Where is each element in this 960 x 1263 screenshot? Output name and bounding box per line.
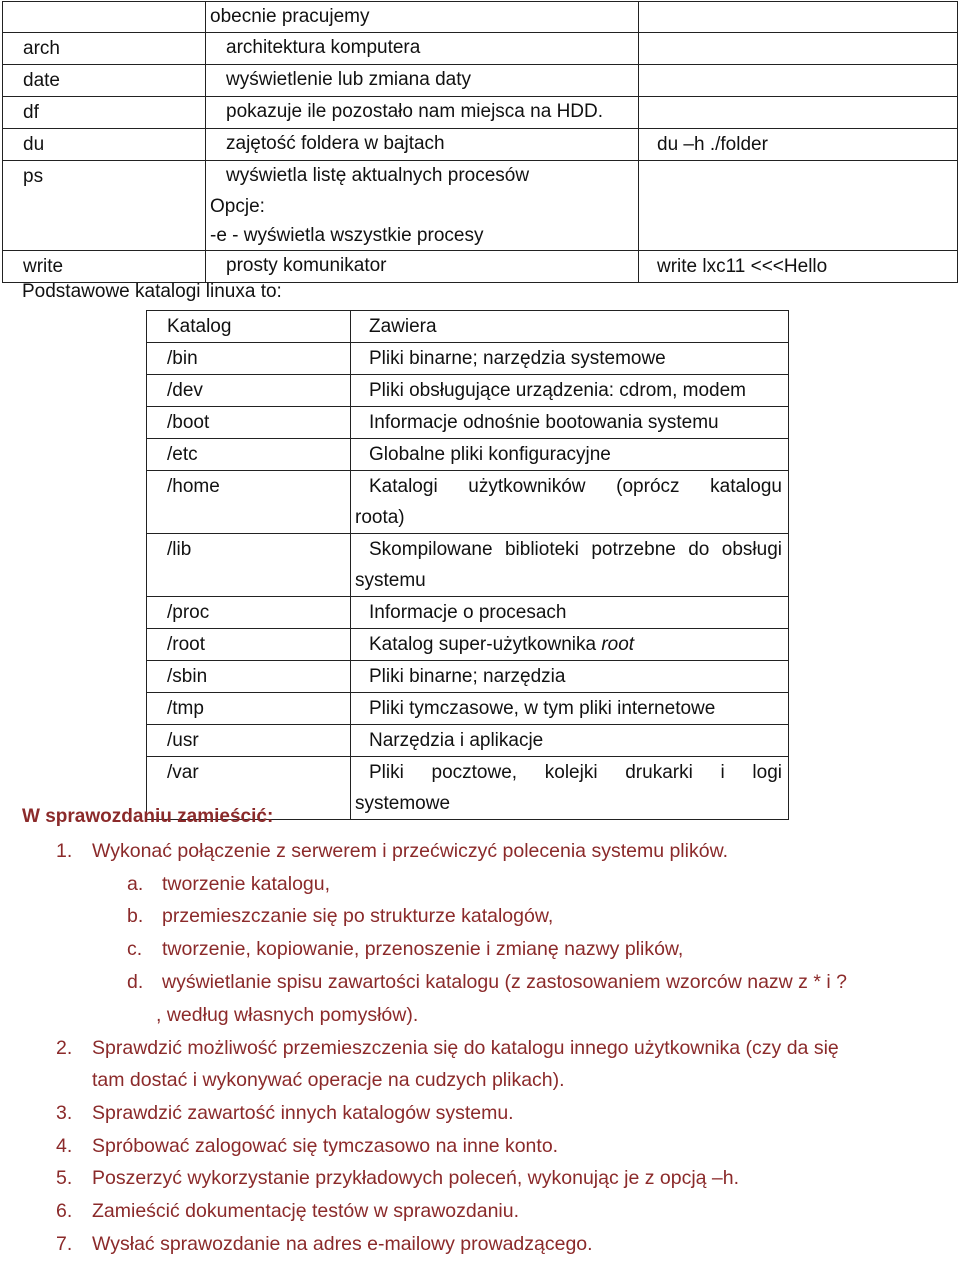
dir-desc: Pliki binarne; narzędzia systemowe: [351, 343, 789, 375]
table-row: [3, 129, 958, 161]
dir-name: /etc: [147, 439, 351, 471]
list-item: Poszerzyć wykorzystanie przykładowych poleceń, wykonując je z opcją –h.: [92, 1167, 740, 1189]
list-letter: c.: [127, 938, 143, 960]
dir-name: /root: [147, 629, 351, 661]
dir-name: /proc: [147, 597, 351, 629]
table-row: [3, 65, 958, 97]
table-row: [147, 534, 789, 597]
dirs-intro: Podstawowe katalogi linuxa to:: [22, 281, 282, 302]
dir-name: /bin: [147, 343, 351, 375]
cmd-cell: ps: [3, 161, 206, 193]
dir-name: /var: [147, 757, 351, 820]
dir-desc-line: systemu: [355, 570, 426, 591]
table-row: [147, 311, 789, 343]
dir-name: /sbin: [147, 661, 351, 693]
table-row: [3, 97, 958, 129]
cmd-cell: [3, 2, 206, 33]
list-item: Sprawdzić możliwość przemieszczenia się do katalogu innego użytkownika (czy da się: [92, 1037, 839, 1059]
dir-desc-text: Katalog super-użytkownika: [369, 634, 602, 655]
example-cell: [639, 33, 958, 65]
table-row: [147, 471, 789, 534]
desc-cell: [206, 192, 639, 251]
table-row: [147, 629, 789, 661]
dir-name: /boot: [147, 407, 351, 439]
table-row: [147, 693, 789, 725]
list-number: 3.: [56, 1102, 73, 1124]
table-row: [147, 725, 789, 757]
list-item: Spróbować zalogować się tymczasowo na inne konto.: [92, 1135, 559, 1157]
desc-cell: prosty komunikator: [206, 251, 639, 283]
dir-desc: [351, 629, 789, 661]
dir-name: /lib: [147, 534, 351, 597]
dir-desc: Pliki obsługujące urządzenia: cdrom, modem: [351, 375, 789, 407]
directories-table: [146, 310, 789, 820]
table-row: [147, 407, 789, 439]
dir-desc-italic: root: [601, 634, 635, 655]
desc-cell: zajętość foldera w bajtach: [206, 129, 639, 161]
list-item: Wykonać połączenie z serwerem i przećwiczyć polecenia systemu plików.: [92, 840, 728, 862]
dir-header-zawiera: Zawiera: [351, 311, 789, 343]
ps-options-label: Opcje:: [210, 196, 265, 217]
dir-name: /dev: [147, 375, 351, 407]
list-letter: a.: [127, 873, 144, 895]
example-cell: du –h ./folder: [639, 129, 958, 161]
table-row: [3, 2, 958, 33]
desc-cell: architektura komputera: [206, 33, 639, 65]
dir-header-katalog: Katalog: [147, 311, 351, 343]
cmd-cell: arch: [3, 33, 206, 65]
cmd-cell: df: [3, 97, 206, 129]
dir-desc: [351, 757, 789, 820]
desc-cell: [206, 2, 639, 33]
list-number: 2.: [56, 1037, 73, 1059]
list-number: 6.: [56, 1200, 73, 1222]
cmd-cell: [3, 192, 206, 251]
dir-desc: Informacje odnośnie bootowania systemu: [351, 407, 789, 439]
desc-cell: pokazuje ile pozostało nam miejsca na HDD.: [206, 97, 639, 129]
table-row: [147, 439, 789, 471]
list-item: Zamieścić dokumentację testów w sprawozdaniu.: [92, 1200, 520, 1222]
example-cell: write lxc11 <<<Hello: [639, 251, 958, 283]
dir-desc-line: systemowe: [355, 793, 451, 814]
dir-name: /usr: [147, 725, 351, 757]
commands-table: [2, 1, 958, 283]
dir-desc: Pliki tymczasowe, w tym pliki internetowe: [351, 693, 789, 725]
list-item-cont: tam dostać i wykonywać operacje na cudzych plikach).: [92, 1069, 565, 1091]
list-item: tworzenie katalogu,: [162, 873, 331, 895]
table-row: [3, 251, 958, 283]
list-item: przemieszczanie się po strukturze katalogów,: [162, 905, 554, 927]
example-cell: [639, 97, 958, 129]
desc-cell: wyświetlenie lub zmiana daty: [206, 65, 639, 97]
example-cell: [639, 161, 958, 251]
table-row: [147, 375, 789, 407]
table-row: [3, 33, 958, 65]
report-heading: W sprawozdaniu zamieścić:: [22, 806, 274, 827]
list-item: tworzenie, kopiowanie, przenoszenie i zmianę nazwy plików,: [162, 938, 684, 960]
example-cell: [639, 65, 958, 97]
dir-desc: [351, 471, 789, 534]
list-number: 1.: [56, 840, 73, 862]
list-number: 5.: [56, 1167, 73, 1189]
list-letter: d.: [127, 971, 144, 993]
list-item: Wysłać sprawozdanie na adres e-mailowy prowadzącego.: [92, 1233, 593, 1255]
table-row: [147, 661, 789, 693]
dir-desc-line: Skompilowane biblioteki potrzebne do obsługi: [369, 539, 782, 560]
dir-desc: Pliki binarne; narzędzia: [351, 661, 789, 693]
list-number: 4.: [56, 1135, 73, 1157]
list-item-cont: , według własnych pomysłów).: [156, 1004, 419, 1026]
dir-desc-line: roota): [355, 507, 405, 528]
table-row: [3, 161, 958, 193]
list-number: 7.: [56, 1233, 73, 1255]
table-row: [147, 597, 789, 629]
list-item: Sprawdzić zawartość innych katalogów systemu.: [92, 1102, 514, 1124]
dir-desc-line: Katalogi użytkowników (oprócz katalogu: [369, 476, 782, 497]
cmd-cell: du: [3, 129, 206, 161]
dir-desc: Informacje o procesach: [351, 597, 789, 629]
dir-name: /tmp: [147, 693, 351, 725]
list-item: wyświetlanie spisu zawartości katalogu (z zastosowaniem wzorców nazw z * i ?: [162, 971, 847, 993]
dir-desc-line: Pliki pocztowe, kolejki drukarki i logi: [369, 762, 782, 783]
dir-desc: [351, 534, 789, 597]
example-cell: [639, 2, 958, 33]
list-letter: b.: [127, 905, 144, 927]
cell-text: obecnie pracujemy: [210, 6, 370, 27]
dir-desc: Globalne pliki konfiguracyjne: [351, 439, 789, 471]
ps-option-e: -e - wyświetla wszystkie procesy: [210, 225, 484, 246]
cmd-cell: write: [3, 251, 206, 283]
dir-desc: Narzędzia i aplikacje: [351, 725, 789, 757]
cmd-cell: date: [3, 65, 206, 97]
table-row: [147, 343, 789, 375]
desc-cell: wyświetla listę aktualnych procesów: [206, 161, 639, 193]
dir-name: /home: [147, 471, 351, 534]
